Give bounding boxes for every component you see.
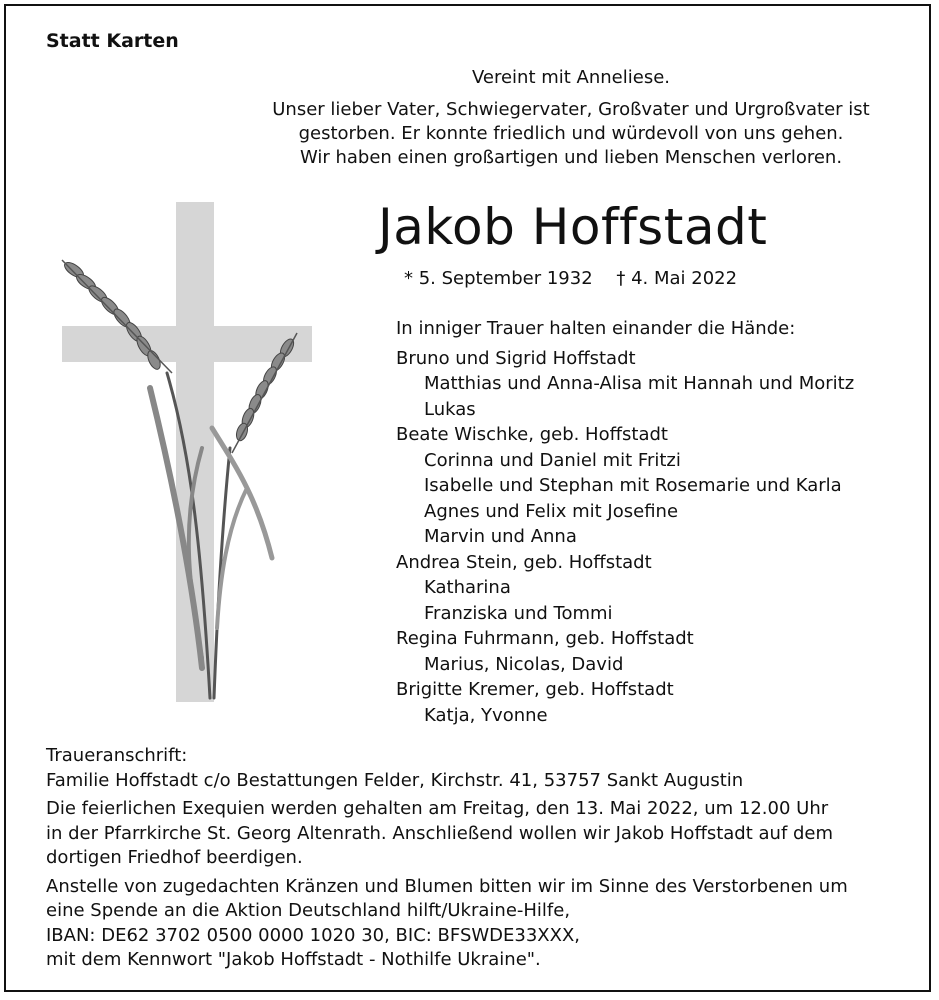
mourner-line: Marius, Nicolas, David bbox=[424, 653, 624, 675]
donation-line: eine Spende an die Aktion Deutschland hilft/Ukraine-Hilfe, bbox=[46, 900, 571, 921]
address-text: Familie Hoffstadt c/o Bestattungen Felder, Kirchstr. 41, 53757 Sankt Augustin bbox=[46, 769, 744, 791]
birth-date: * 5. September 1932 bbox=[404, 268, 593, 289]
mourner-line: Agnes und Felix mit Josefine bbox=[424, 500, 679, 522]
intro-line-1: Vereint mit Anneliese. bbox=[471, 67, 671, 88]
death-date: † 4. Mai 2022 bbox=[616, 268, 738, 289]
address-block bbox=[46, 744, 906, 793]
mourners-list bbox=[396, 316, 854, 728]
intro-text bbox=[246, 66, 896, 170]
cross-shape bbox=[62, 202, 312, 702]
donation-line: IBAN: DE62 3702 0500 0000 1020 30, BIC: BFSWDE33XXX, bbox=[46, 924, 581, 946]
donation-line: mit dem Kennwort "Jakob Hoffstadt - Nothilfe Ukraine". bbox=[46, 949, 541, 970]
intro-line-3: gestorben. Er konnte friedlich und würdevoll von uns gehen. bbox=[298, 123, 844, 144]
mourner-line: Matthias und Anna-Alisa mit Hannah und Moritz bbox=[424, 373, 855, 394]
donation-line: Anstelle von zugedachten Kränzen und Blumen bitten wir im Sinne des Verstorbenen um bbox=[46, 875, 848, 897]
service-info bbox=[46, 744, 906, 977]
mourner-line: Lukas bbox=[424, 398, 476, 420]
donation-block bbox=[46, 875, 906, 973]
service-line: dortigen Friedhof beerdigen. bbox=[46, 847, 303, 868]
mourners-lead: In inniger Trauer halten einander die Hände: bbox=[396, 318, 796, 339]
mourner-line: Marvin und Anna bbox=[424, 526, 577, 547]
mourner-line: Andrea Stein, geb. Hoffstadt bbox=[396, 551, 652, 573]
mourner-line: Isabelle und Stephan mit Rosemarie und Karla bbox=[424, 475, 842, 496]
header-label: Statt Karten bbox=[46, 30, 179, 52]
service-block bbox=[46, 797, 906, 871]
intro-line-4: Wir haben einen großartigen und lieben Menschen verloren. bbox=[299, 147, 843, 168]
deceased-name: Jakob Hoffstadt bbox=[378, 198, 768, 256]
obituary-notice bbox=[4, 4, 931, 992]
mourner-line: Corinna und Daniel mit Fritzi bbox=[424, 449, 681, 471]
mourner-line: Beate Wischke, geb. Hoffstadt bbox=[396, 424, 668, 445]
mourner-line: Regina Fuhrmann, geb. Hoffstadt bbox=[396, 628, 694, 649]
mourner-line: Katja, Yvonne bbox=[424, 704, 548, 726]
intro-line-2: Unser lieber Vater, Schwiegervater, Großvater und Urgroßvater ist bbox=[272, 99, 870, 120]
mourner-line: Bruno und Sigrid Hoffstadt bbox=[396, 347, 636, 369]
mourner-line: Franziska und Tommi bbox=[424, 602, 613, 624]
address-label: Traueranschrift: bbox=[46, 745, 188, 766]
life-dates bbox=[404, 268, 755, 289]
service-line: in der Pfarrkirche St. Georg Altenrath. Anschließend wollen wir Jakob Hoffstadt auf dem bbox=[46, 822, 834, 844]
mourner-line: Brigitte Kremer, geb. Hoffstadt bbox=[396, 679, 674, 700]
cross-with-wheat-icon bbox=[52, 198, 312, 708]
service-line: Die feierlichen Exequien werden gehalten am Freitag, den 13. Mai 2022, um 12.00 Uhr bbox=[46, 798, 829, 819]
mourner-line: Katharina bbox=[424, 577, 511, 598]
